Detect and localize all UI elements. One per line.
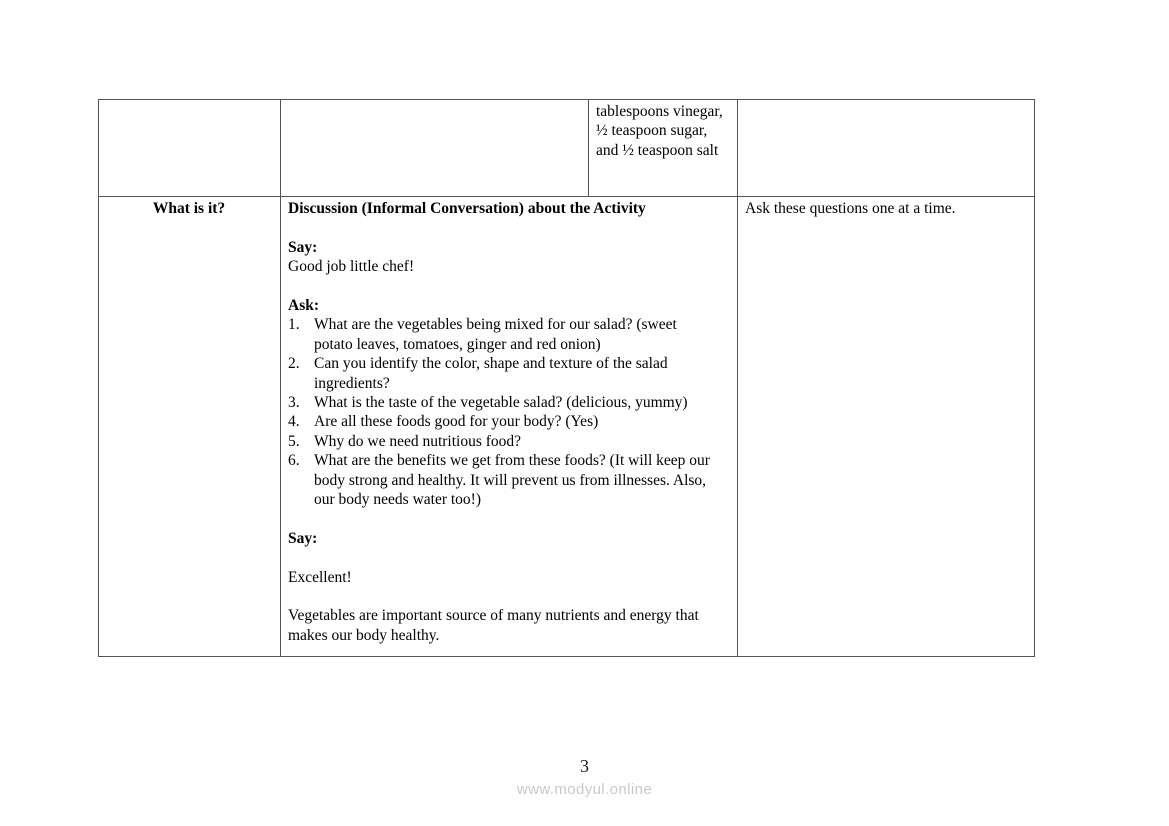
cell-teacher-notes: Ask these questions one at a time. [738, 197, 1035, 657]
list-item [288, 451, 729, 509]
cell-empty-2 [281, 100, 589, 197]
discussion-heading: Discussion (Informal Conversation) about the Activity [288, 200, 646, 217]
question-list [288, 315, 729, 509]
watermark-url: www.modyul.online [516, 781, 653, 798]
list-item-text: Can you identify the color, shape and texture of the salad ingredients? [314, 355, 668, 392]
say-block-1 [288, 238, 729, 277]
list-item [288, 432, 729, 451]
list-item-number: 5. [288, 432, 300, 450]
list-item-text: What are the vegetables being mixed for our salad? (sweet potato leaves, tomatoes, ginger and red onion) [314, 316, 677, 353]
list-item [288, 354, 729, 393]
list-item-number: 6. [288, 452, 300, 470]
cell-discussion-content [281, 197, 738, 657]
list-item-number: 1. [288, 316, 300, 334]
ask-block [288, 296, 729, 509]
list-item [288, 393, 729, 412]
say-label-2: Say: [288, 529, 318, 547]
list-item-number: 3. [288, 394, 300, 412]
list-item-number: 4. [288, 413, 300, 431]
list-item-text: What are the benefits we get from these foods? (It will keep our body strong and healthy. It will prevent us from illnesses. Also, our body needs water too!) [314, 452, 710, 509]
cell-empty-3 [738, 100, 1035, 197]
closing-text: Vegetables are important source of many nutrients and energy that makes our body healthy. [288, 607, 699, 644]
list-item [288, 412, 729, 431]
say-label-1: Say: [288, 238, 318, 256]
cell-section-label: What is it? [99, 197, 281, 657]
list-item [288, 315, 729, 354]
say-text-2: Excellent! [288, 568, 352, 586]
ask-label: Ask: [288, 297, 320, 314]
cell-empty-1 [99, 100, 281, 197]
table-row-continued [99, 100, 1035, 197]
cell-ingredients-continued: tablespoons vinegar, ½ teaspoon sugar, and ½ teaspoon salt [589, 100, 738, 197]
list-item-text: What is the taste of the vegetable salad? (delicious, yummy) [314, 394, 688, 412]
say-text-1: Good job little chef! [288, 258, 415, 276]
list-item-text: Why do we need nutritious food? [314, 432, 522, 450]
list-item-number: 2. [288, 355, 300, 373]
lesson-plan-table [98, 99, 1035, 657]
page-number: 3 [580, 756, 589, 776]
table-row-discussion [99, 197, 1035, 657]
list-item-text: Are all these foods good for your body? (Yes) [314, 413, 599, 431]
